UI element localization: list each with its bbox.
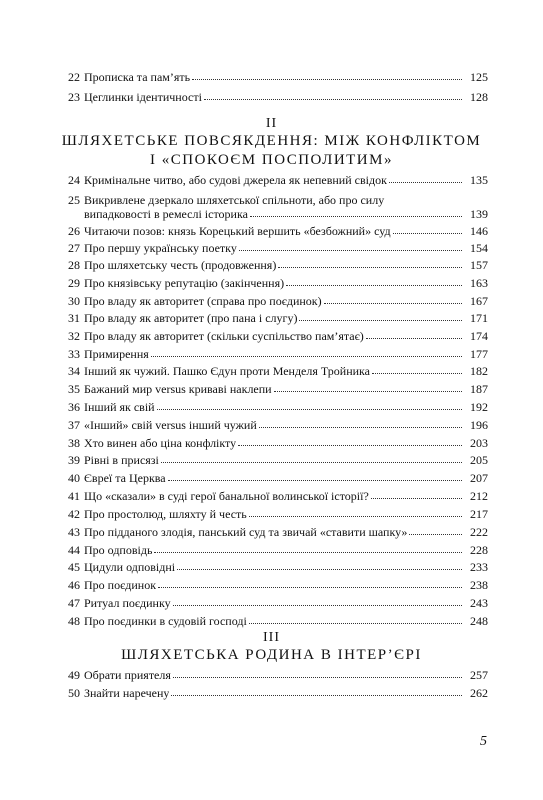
- entry-page: 248: [470, 614, 488, 628]
- entry-title: Про шляхетську честь (продовження): [84, 258, 277, 272]
- leader-dots: [177, 560, 462, 570]
- toc-entry: [64, 173, 488, 187]
- entry-title: Прописка та пам’ять: [84, 70, 191, 84]
- toc-entry: [64, 258, 488, 272]
- entry-title-continued: випадковості в ремеслі історика: [84, 207, 248, 221]
- toc-entry: [64, 560, 488, 574]
- leader-dots: [299, 311, 462, 321]
- entry-page: 192: [470, 400, 488, 414]
- toc-entry: [64, 507, 488, 521]
- entry-number: 32: [68, 329, 80, 343]
- leader-dots: [173, 668, 462, 678]
- toc-entry: [64, 382, 488, 396]
- section-number: II: [265, 116, 278, 131]
- toc-entry: [64, 276, 488, 290]
- leader-dots: [389, 173, 462, 183]
- entry-title: Ритуал поєдинку: [84, 596, 171, 610]
- entry-number: 37: [68, 418, 80, 432]
- entry-page: 139: [470, 207, 488, 221]
- entry-page: 154: [470, 241, 488, 255]
- entry-number: 48: [68, 614, 80, 628]
- entry-title: Бажаний мир versus криваві наклепи: [84, 382, 272, 396]
- entry-page: 171: [470, 311, 488, 325]
- entry-page: 207: [470, 471, 488, 485]
- entry-title: Про простолюд, шляхту й честь: [84, 507, 247, 521]
- leader-dots: [192, 70, 462, 80]
- leader-dots: [173, 596, 462, 606]
- entry-title: Про поєдинок: [84, 578, 157, 592]
- leader-dots: [278, 258, 462, 268]
- entry-number: 33: [68, 347, 80, 361]
- entry-page: 203: [470, 436, 488, 450]
- toc-entry: [64, 525, 488, 539]
- entry-title: Євреї та Церква: [84, 471, 166, 485]
- entry-page: 228: [470, 543, 488, 557]
- entry-number: 40: [68, 471, 80, 485]
- leader-dots: [157, 400, 462, 410]
- entry-title: Інший як свій: [84, 400, 155, 414]
- entry-title: Про одповідь: [84, 543, 153, 557]
- toc-entry: [64, 347, 488, 361]
- entry-page: 157: [470, 258, 488, 272]
- section-title: І «СПОКОЄМ ПОСПОЛИТИМ»: [150, 152, 393, 168]
- entry-title: Про підданого злодія, панський суд та звичай «ставити шапку»: [84, 525, 408, 539]
- entry-page: 233: [470, 560, 488, 574]
- entry-number: 30: [68, 294, 80, 308]
- entry-page: 167: [470, 294, 488, 308]
- entry-title: Що «сказали» в суді герої банальної волинської історії?: [84, 489, 369, 503]
- entry-number: 46: [68, 578, 80, 592]
- toc-entry: [64, 471, 488, 485]
- page-number: 5: [480, 734, 487, 749]
- entry-page: 174: [470, 329, 488, 343]
- toc-entry: [64, 578, 488, 592]
- entry-number: 25: [68, 193, 80, 207]
- leader-dots: [259, 418, 462, 428]
- entry-title: Кримінальне читво, або судові джерела як непевний свідок: [84, 173, 387, 187]
- entry-page: 238: [470, 578, 488, 592]
- entry-number: 39: [68, 453, 80, 467]
- entry-page: 187: [470, 382, 488, 396]
- entry-number: 24: [68, 173, 80, 187]
- toc-entry: [64, 90, 488, 104]
- entry-number: 45: [68, 560, 80, 574]
- entry-number: 38: [68, 436, 80, 450]
- entry-title: Викривлене дзеркало шляхетської спільноти, або про силу: [84, 193, 385, 207]
- entry-page: 128: [470, 90, 488, 104]
- entry-page: 177: [470, 347, 488, 361]
- entry-page: 163: [470, 276, 488, 290]
- entry-page: 222: [470, 525, 488, 539]
- entry-title: Цидули одповідні: [84, 560, 176, 574]
- toc-entry: [64, 668, 488, 682]
- toc-entry: [64, 241, 488, 255]
- toc-entry: [64, 614, 488, 628]
- entry-title: Знайти наречену: [84, 686, 170, 700]
- toc-entry: [64, 329, 488, 343]
- entry-title: Цеглинки ідентичності: [84, 90, 202, 104]
- entry-title: Обрати приятеля: [84, 668, 171, 682]
- entry-number: 35: [68, 382, 80, 396]
- entry-title: «Інший» свій versus інший чужий: [84, 418, 257, 432]
- toc-entry: [64, 193, 488, 221]
- toc-entry: [64, 224, 488, 238]
- entry-number: 41: [68, 489, 80, 503]
- entry-title: Про владу як авторитет (скільки суспільство пам’ятає): [84, 329, 364, 343]
- entry-page: 262: [470, 686, 488, 700]
- entry-page: 212: [470, 489, 488, 503]
- entry-number: 29: [68, 276, 80, 290]
- entry-title: Про першу українську поетку: [84, 241, 237, 255]
- entry-title: Про владу як авторитет (справа про поєдинок): [84, 294, 322, 308]
- entry-title: Про поєдинки в судовій господі: [84, 614, 247, 628]
- toc-entry: [64, 294, 488, 308]
- leader-dots: [168, 471, 462, 481]
- entry-number: 23: [68, 90, 80, 104]
- entry-title: Хто винен або ціна конфлікту: [84, 436, 237, 450]
- entry-page: 243: [470, 596, 488, 610]
- entry-number: 42: [68, 507, 80, 521]
- entry-page: 196: [470, 418, 488, 432]
- entry-page: 217: [470, 507, 488, 521]
- entry-page: 146: [470, 224, 488, 238]
- leader-dots: [371, 489, 462, 499]
- leader-dots: [151, 347, 462, 357]
- entry-number: 31: [68, 311, 80, 325]
- toc-entry: [64, 686, 488, 700]
- toc-entry: [64, 596, 488, 610]
- entry-title: Читаючи позов: князь Корецький вершить «безбожний» суд: [84, 224, 391, 238]
- toc-entry: [64, 364, 488, 378]
- section-title: ШЛЯХЕТСЬКА РОДИНА В ІНТЕР’ЄРІ: [121, 647, 422, 663]
- leader-dots: [249, 507, 462, 517]
- entry-number: 43: [68, 525, 80, 539]
- leader-dots: [158, 578, 462, 588]
- leader-dots: [154, 543, 462, 553]
- entry-number: 44: [68, 543, 80, 557]
- toc-entry: [64, 70, 488, 84]
- section-title: ШЛЯХЕТСЬКЕ ПОВСЯКДЕННЯ: МІЖ КОНФЛІКТОМ: [61, 133, 482, 149]
- entry-number: 22: [68, 70, 80, 84]
- leader-dots: [366, 329, 462, 339]
- entry-page: 135: [470, 173, 488, 187]
- toc-entry: [64, 311, 488, 325]
- entry-title: Про владу як авторитет (про пана і слугу): [84, 311, 298, 325]
- entry-number: 36: [68, 400, 80, 414]
- entry-title: Примирення: [84, 347, 149, 361]
- entry-page: 205: [470, 453, 488, 467]
- leader-dots: [274, 382, 462, 392]
- leader-dots: [204, 90, 462, 100]
- entry-number: 26: [68, 224, 80, 238]
- leader-dots: [393, 224, 462, 234]
- leader-dots: [324, 294, 462, 304]
- entry-page: 257: [470, 668, 488, 682]
- leader-dots: [239, 241, 462, 251]
- entry-number: 50: [68, 686, 80, 700]
- entry-page: 125: [470, 70, 488, 84]
- leader-dots: [409, 525, 462, 535]
- toc-entry: [64, 543, 488, 557]
- leader-dots: [250, 206, 462, 217]
- toc-entry: [64, 418, 488, 432]
- entry-page: 182: [470, 364, 488, 378]
- entry-number: 47: [68, 596, 80, 610]
- leader-dots: [286, 276, 462, 286]
- entry-number: 34: [68, 364, 80, 378]
- entry-title: Рівні в присязі: [84, 453, 159, 467]
- section-number: III: [263, 630, 280, 645]
- leader-dots: [161, 453, 462, 463]
- entry-title: Про князівську репутацію (закінчення): [84, 276, 285, 290]
- entry-number: 27: [68, 241, 80, 255]
- leader-dots: [238, 436, 462, 446]
- toc-entry: [64, 400, 488, 414]
- entry-title: Інший як чужий. Пашко Єдун проти Менделя Тройника: [84, 364, 371, 378]
- toc-entry: [64, 453, 488, 467]
- leader-dots: [171, 686, 462, 696]
- entry-number: 28: [68, 258, 80, 272]
- leader-dots: [372, 364, 462, 374]
- toc-entry: [64, 436, 488, 450]
- leader-dots: [249, 614, 462, 624]
- entry-number: 49: [68, 668, 80, 682]
- toc-entry: [64, 489, 488, 503]
